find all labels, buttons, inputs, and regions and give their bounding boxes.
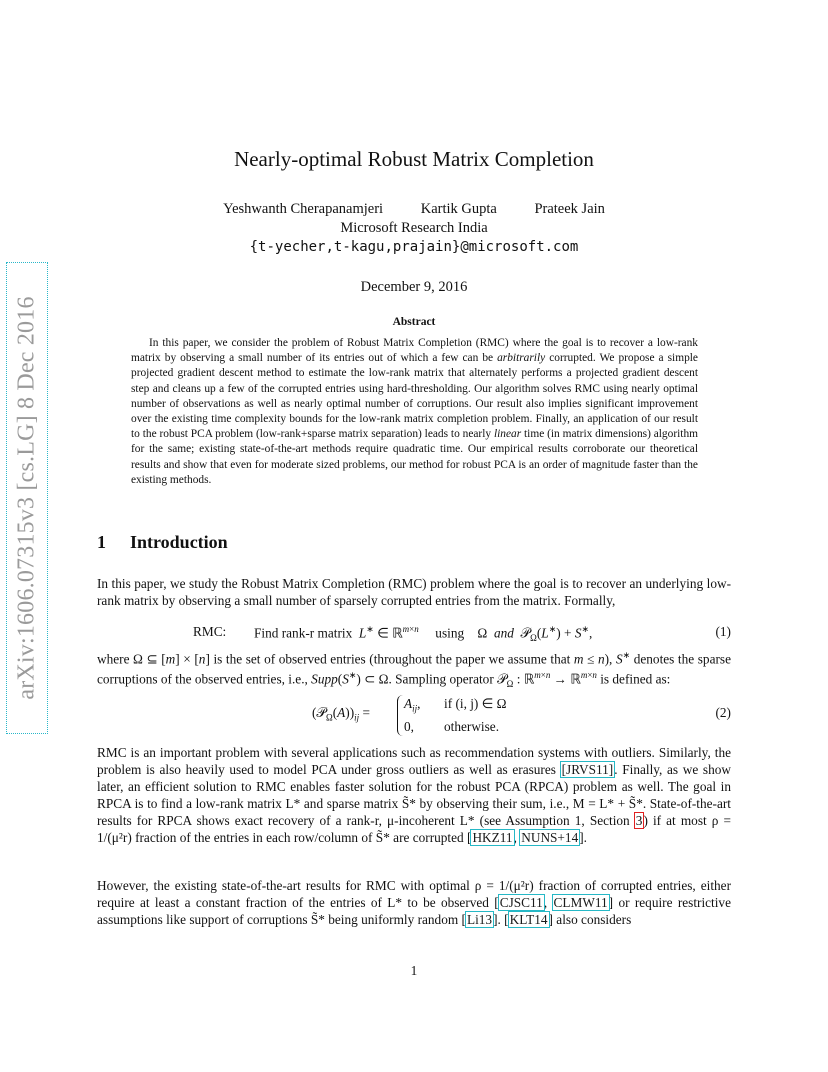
- intro-paragraph-3: RMC is an important problem with several applications such as recommendation systems with outliers. Similarly, the problem is also heavily used to model PCA under gross outliers as well as erasures [JRVS11]. Finally, as we show later, an efficient solution to RMC enables faster solution for the robust PCA (RPCA) problem as well. The goal in RPCA is to find a low-rank matrix L* and sparse matrix S̃* by observing their sum, i.e., M = L* + S̃*. State-of-the-art results for RPCA shows exact recovery of a rank-r, μ-incoherent L* (see Assumption 1, Section 3) if at most ρ = 1/(μ²r) fraction of the entries in each row/column of S̃* are corrupted [HKZ11, NUNS+14].: [97, 745, 732, 845]
- section-number: 1: [97, 532, 106, 552]
- equation-2: $(𝒫_\Omega(A))_{ij}$ = $A_{ij}$, if (i, j) ∈ Ω 0, otherwise. (2): [312, 696, 731, 734]
- intro-paragraph-1: In this paper, we study the Robust Matrix Completion (RMC) problem where the goal is to recover an underlying low-rank matrix by observing a small number of sparsely corrupted entries from the matrix. Formally,: [97, 576, 731, 608]
- citation-hkz[interactable]: HKZ11: [472, 830, 513, 845]
- arxiv-id: arXiv:1606.07315v3 [cs.LG] 8 Dec 2016: [13, 296, 40, 700]
- citation-nuns[interactable]: NUNS+14: [521, 830, 579, 845]
- author-1: Yeshwanth Cherapanamjeri: [223, 201, 384, 217]
- intro-paragraph-4: However, the existing state-of-the-art results for RMC with optimal ρ = 1/(μ²r) fraction of corrupted entries, either require at least a constant fraction of the entries of L* to be observed [CJSC11, CLMW11] or require restrictive assumptions like support of corruptions S̃* being uniformly random [Li13]. [KLT14] also considers: [97, 878, 731, 927]
- eq2-number: (2): [715, 705, 731, 720]
- section-title: Introduction: [130, 532, 228, 552]
- affiliation: Microsoft Research India: [340, 220, 488, 236]
- author-3: Prateek Jain: [534, 201, 605, 217]
- author-list: [0, 201, 828, 218]
- paper-title: Nearly-optimal Robust Matrix Completion: [234, 147, 594, 171]
- arxiv-watermark: [6, 262, 48, 734]
- paper-date: December 9, 2016: [360, 279, 468, 295]
- page-number: 1: [410, 963, 418, 978]
- citation-klt[interactable]: KLT14: [509, 912, 548, 927]
- citation-cjsc[interactable]: CJSC11: [499, 895, 543, 910]
- eq1-text: Find rank-r matrix L∗ ∈ ℝ$^{m\times n}$ using Ω and 𝒫$_\Omega$(L∗) + S∗,: [254, 624, 593, 644]
- citation-clmw[interactable]: CLMW11: [553, 895, 608, 910]
- eq1-number: (1): [715, 624, 731, 639]
- abstract-heading: Abstract: [392, 316, 436, 328]
- abstract-body: In this paper, we consider the problem of Robust Matrix Completion (RMC) where the goal is to recover a low-rank matrix by observing a small number of its entries out of which a few can be arbitrarily corrupted. We propose a simple projected gradient descent method to estimate the low-rank matrix that alternately performs a projected gradient descent step and cleans up a few of the corrupted entries using hard-thresholding. Our algorithm solves RMC using nearly optimal number of observations as well as nearly optimal number of corruptions. Our result also implies significant improvement over the existing time complexity bounds for the low-rank matrix completion problem. Finally, an application of our result to the robust PCA problem (low-rank+sparse matrix separation) leads to nearly linear time (in matrix dimensions) algorithm for the same; existing state-of-the-art methods require quadratic time. Our empirical results corroborate our theoretical results and show that even for moderate sized problems, our method for robust PCA is an order of magnitude faster than the existing methods.: [131, 337, 699, 486]
- citation-li[interactable]: Li13: [466, 912, 493, 927]
- section-reference[interactable]: 3: [635, 813, 643, 828]
- eq1-label: RMC:: [193, 624, 227, 639]
- author-emails: {t-yecher,t-kagu,prajain}@microsoft.com: [249, 239, 579, 255]
- intro-paragraph-2: where Ω ⊆ [m] × [n] is the set of observed entries (throughout the paper we assume that m ≤ n), S∗ denotes the sparse corruptions of the observed entries, i.e., Supp(S∗) ⊂ Ω. Sampling operator 𝒫$_\Omega$ : ℝ$^{m\times n}$ → ℝ$^{m\times n}$ is defined as:: [97, 650, 731, 690]
- section-heading: [97, 532, 228, 553]
- citation-jrvs[interactable]: [JRVS11]: [561, 762, 614, 777]
- author-2: Kartik Gupta: [420, 201, 497, 217]
